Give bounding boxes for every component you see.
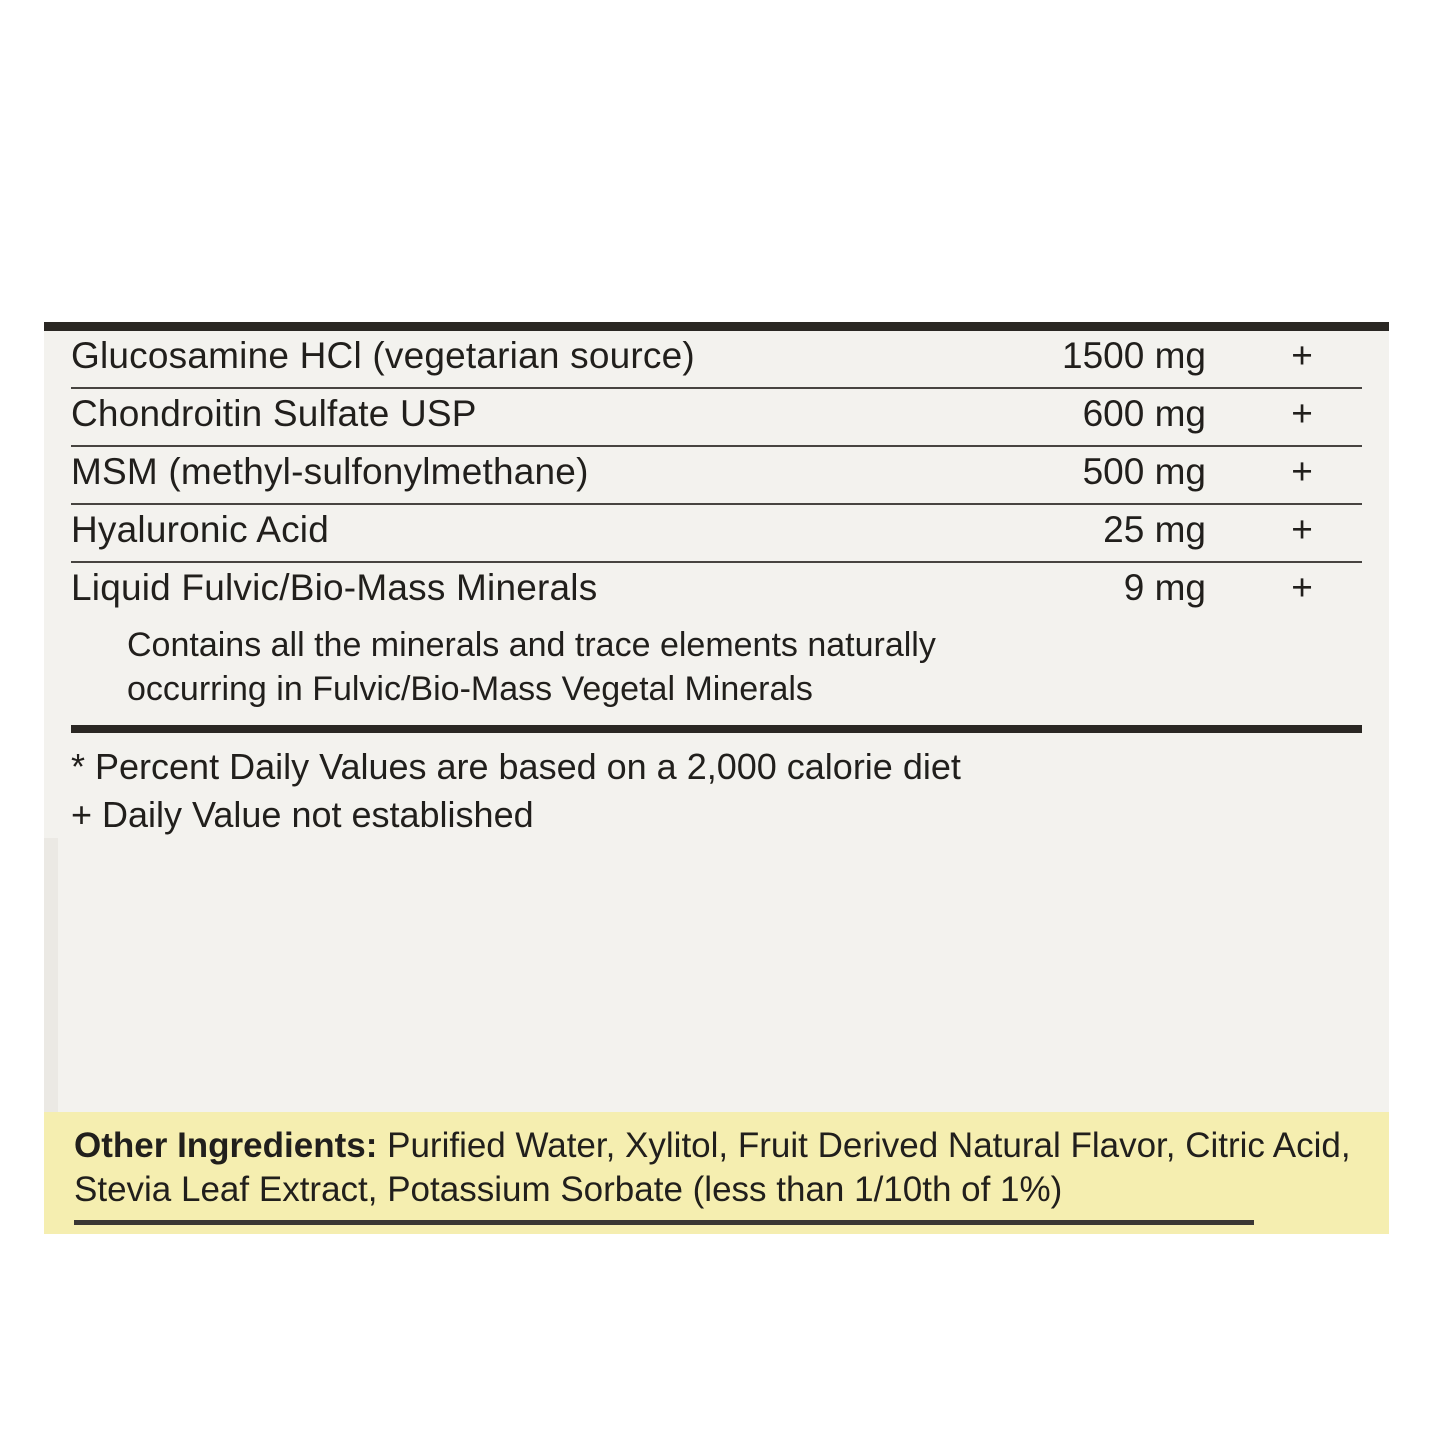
nutrient-name: Hyaluronic Acid bbox=[71, 509, 330, 550]
table-row bbox=[71, 389, 1362, 447]
footnote-percent-daily-value: * Percent Daily Values are based on a 2,000 calorie diet bbox=[71, 746, 961, 788]
nutrient-amount: 600 mg bbox=[1082, 393, 1206, 434]
nutrient-amount: 500 mg bbox=[1082, 451, 1206, 492]
nutrient-note-line-1: Contains all the minerals and trace elements naturally bbox=[127, 626, 936, 664]
other-ingredients-section bbox=[44, 1112, 1389, 1234]
nutrient-amount: 1500 mg bbox=[1062, 335, 1206, 376]
supplement-facts-panel bbox=[44, 322, 1389, 1112]
nutrient-name: Chondroitin Sulfate USP bbox=[71, 393, 477, 434]
footnote-divider-rule bbox=[71, 725, 1362, 733]
nutrient-note bbox=[71, 623, 1362, 711]
nutrient-note-line-2: occurring in Fulvic/Bio-Mass Vegetal Minerals bbox=[127, 670, 813, 709]
nutrient-daily-value: + bbox=[1291, 567, 1313, 608]
footnotes bbox=[71, 743, 1362, 838]
other-ingredients-label: Other Ingredients: bbox=[74, 1126, 378, 1165]
nutrient-name: Glucosamine HCl (vegetarian source) bbox=[71, 335, 695, 376]
nutrient-daily-value: + bbox=[1291, 335, 1313, 376]
table-row bbox=[71, 331, 1362, 389]
other-ingredients-bottom-rule bbox=[74, 1220, 1254, 1225]
nutrient-amount: 25 mg bbox=[1103, 509, 1206, 550]
nutrient-daily-value: + bbox=[1291, 393, 1313, 434]
nutrient-name: MSM (methyl-sulfonylmethane) bbox=[71, 451, 589, 492]
nutrient-amount: 9 mg bbox=[1123, 567, 1206, 608]
table-row bbox=[71, 505, 1362, 563]
other-ingredients-list: Purified Water, Xylitol, Fruit Derived Natural Flavor, Citric Acid, Stevia Leaf Extract, Potassium Sorbate (less than 1/10th of 1%) bbox=[74, 1126, 1351, 1210]
nutrient-daily-value: + bbox=[1291, 451, 1313, 492]
panel-top-rule bbox=[44, 322, 1389, 331]
table-row bbox=[71, 563, 1362, 621]
footnote-daily-value-not-established: + Daily Value not established bbox=[71, 793, 534, 835]
nutrient-name: Liquid Fulvic/Bio-Mass Minerals bbox=[71, 567, 598, 608]
nutrient-daily-value: + bbox=[1291, 509, 1313, 550]
other-ingredients-text-block bbox=[44, 1112, 1389, 1212]
table-row bbox=[71, 447, 1362, 505]
nutrient-table bbox=[44, 331, 1389, 838]
